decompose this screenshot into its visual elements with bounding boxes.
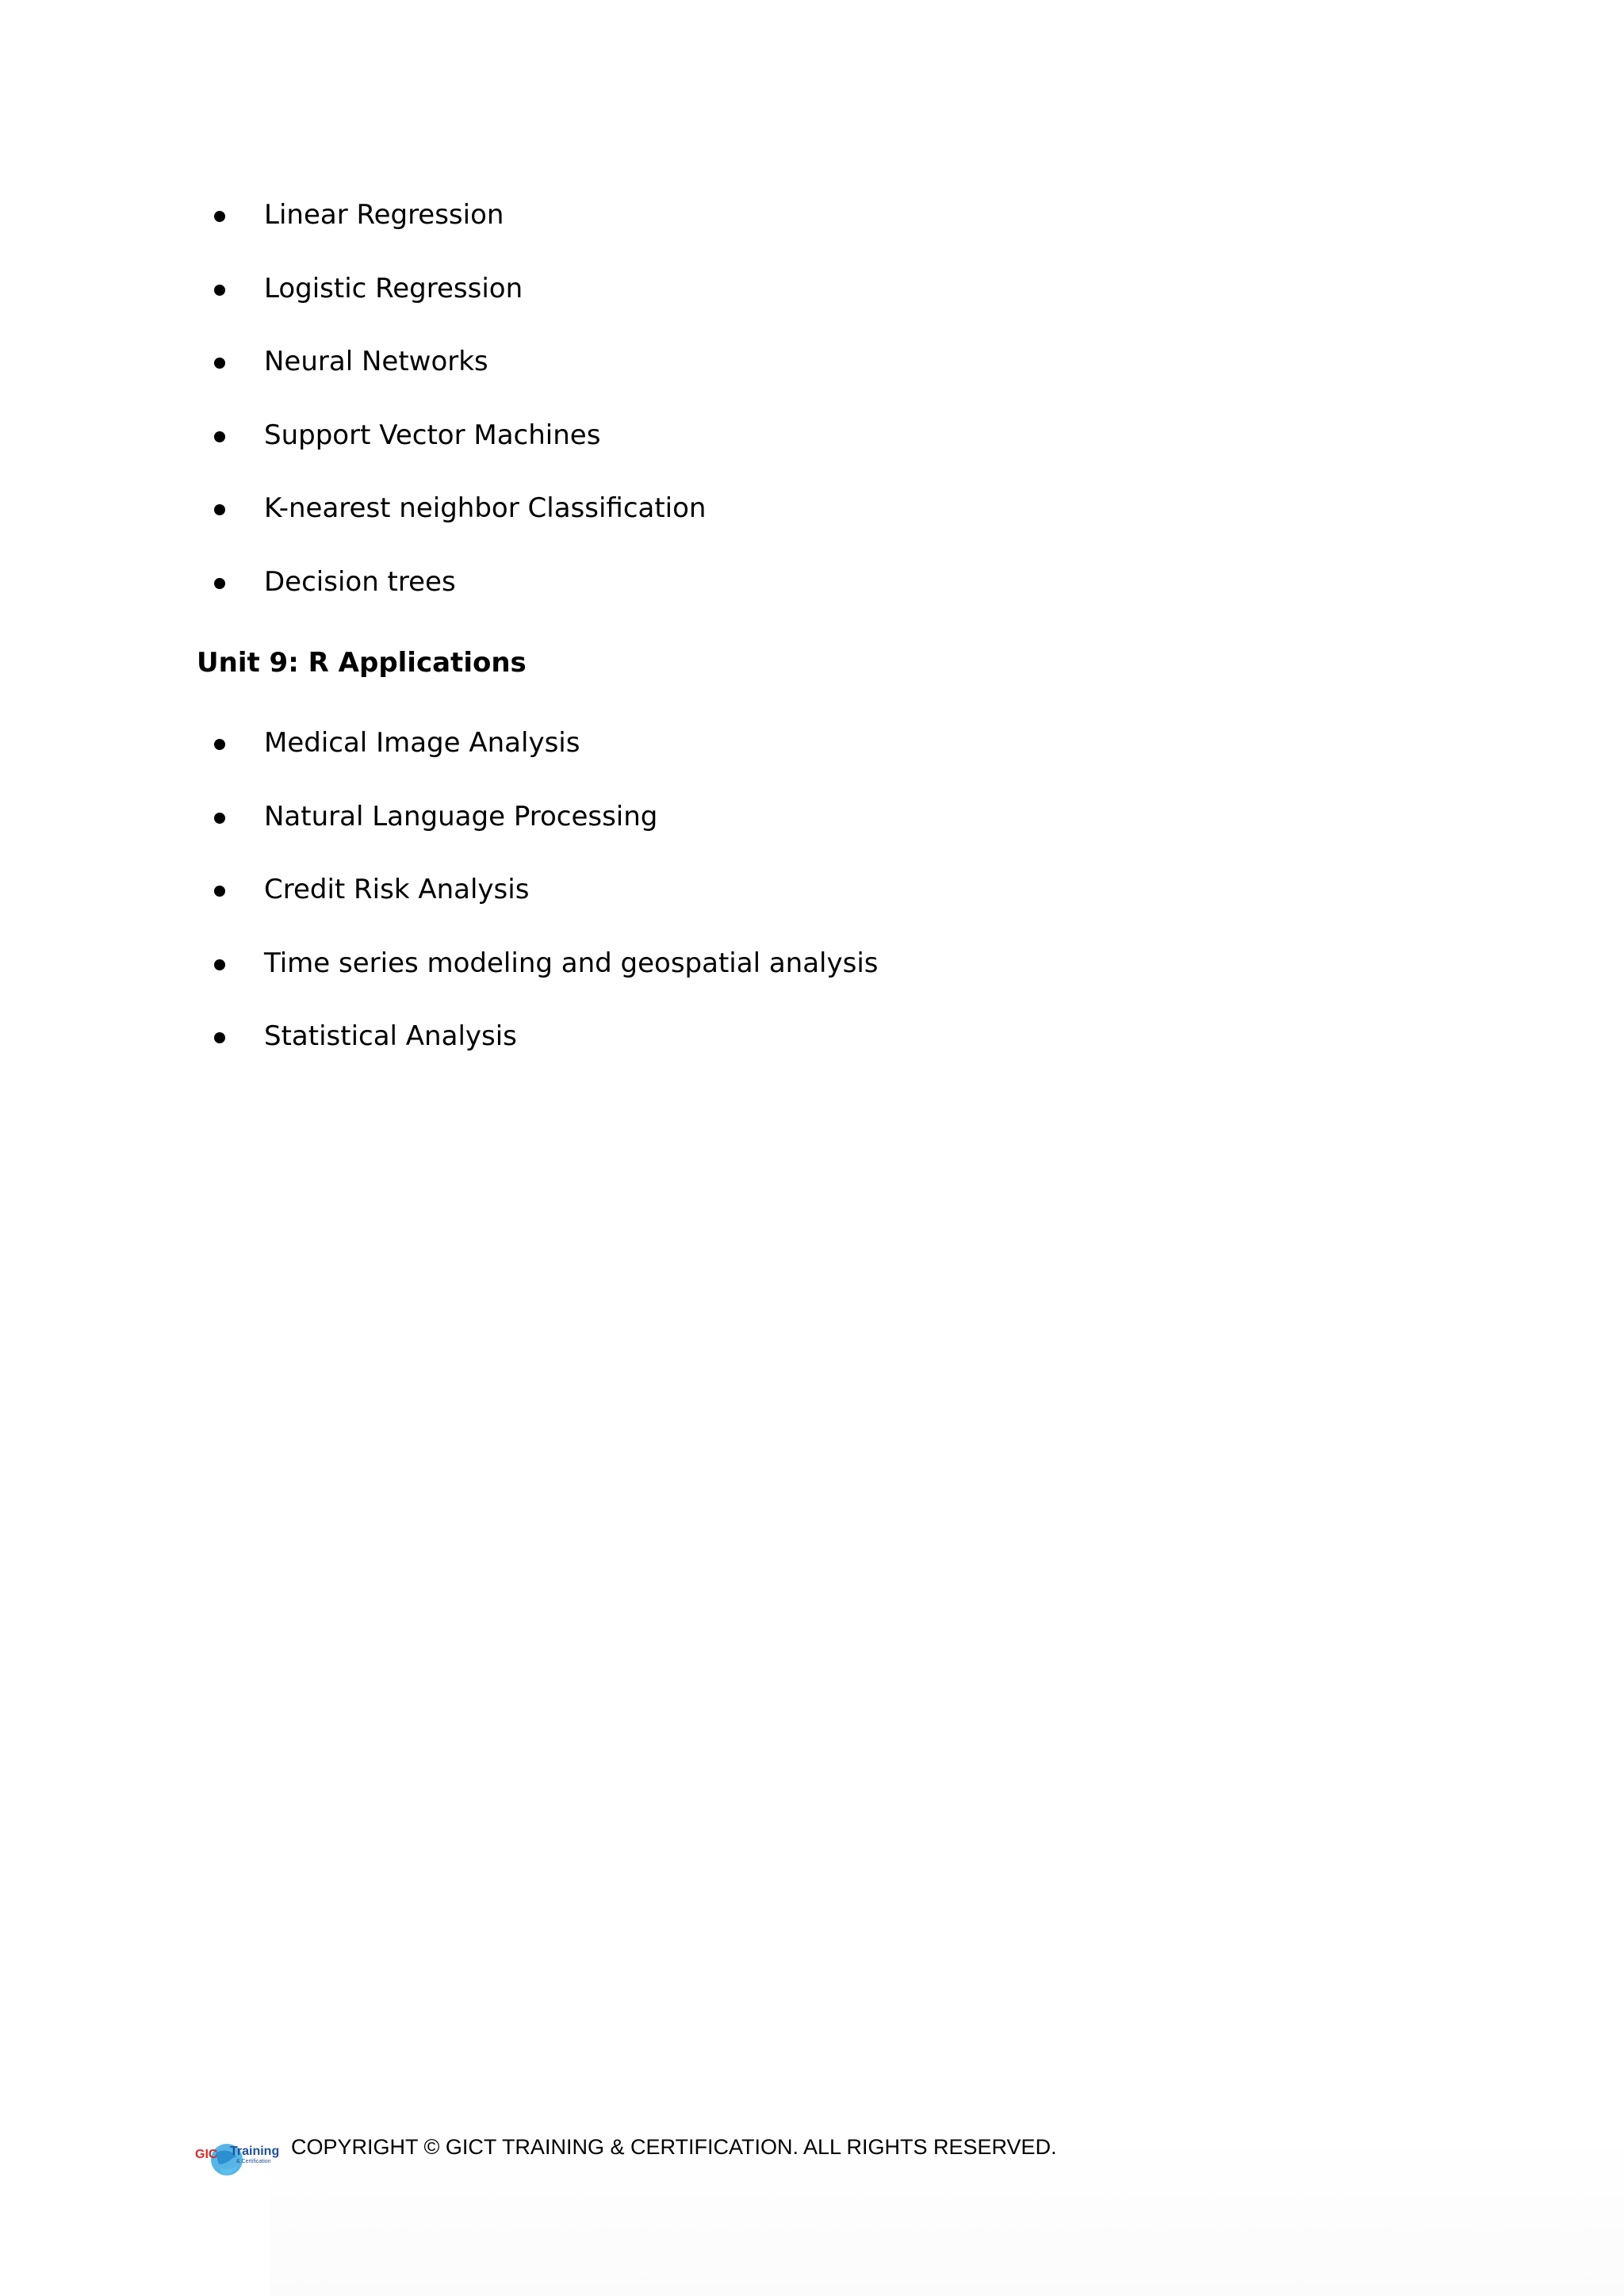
copyright-notice: COPYRIGHT © GICT TRAINING & CERTIFICATION. ALL RIGHTS RESERVED.: [291, 2135, 1057, 2159]
list-item-label: Statistical Analysis: [264, 1020, 517, 1052]
list-item-label: Time series modeling and geospatial analysis: [264, 947, 879, 979]
logo-word-training: Training: [230, 2145, 280, 2158]
bullet-icon: [214, 504, 225, 515]
globe-logo-icon: [195, 2137, 289, 2185]
list-item-label: Support Vector Machines: [264, 419, 601, 451]
logo-letters-gic: GIC: [195, 2148, 218, 2161]
list-item-label: Decision trees: [264, 565, 456, 598]
bullet-icon: [214, 886, 225, 897]
bullet-icon: [214, 578, 225, 589]
list-item: [0, 558, 1624, 632]
list-item-label: Linear Regression: [264, 199, 504, 231]
list-item: [0, 265, 1624, 339]
list-item-label: Natural Language Processing: [264, 800, 658, 832]
bullet-icon: [214, 739, 225, 750]
bullet-icon: [214, 358, 225, 369]
list-item: [0, 411, 1624, 485]
list-item-label: K-nearest neighbor Classification: [264, 492, 707, 524]
list-item: [0, 939, 1624, 1013]
bullet-list-algorithms: [0, 191, 1624, 631]
bullet-icon: [214, 813, 225, 824]
bullet-icon: [214, 211, 225, 222]
list-item-label: Credit Risk Analysis: [264, 874, 530, 905]
list-item: [0, 191, 1624, 265]
list-item-label: Neural Networks: [264, 346, 488, 377]
section-heading-unit-9: Unit 9: R Applications: [197, 647, 527, 679]
bullet-icon: [214, 285, 225, 296]
bullet-list-r-applications: [0, 719, 1624, 1086]
list-item: [0, 484, 1624, 558]
list-item: [0, 866, 1624, 939]
logo-word-certification: & Certification: [236, 2159, 271, 2164]
list-item-label: Medical Image Analysis: [264, 727, 580, 759]
list-item: [0, 338, 1624, 411]
list-item: [0, 793, 1624, 867]
bullet-icon: [214, 959, 225, 970]
list-item-label: Logistic Regression: [264, 272, 523, 304]
bullet-icon: [214, 431, 225, 442]
list-item: [0, 1012, 1624, 1086]
bullet-icon: [214, 1032, 225, 1043]
list-item: [0, 719, 1624, 793]
gict-logo: [195, 2137, 289, 2185]
